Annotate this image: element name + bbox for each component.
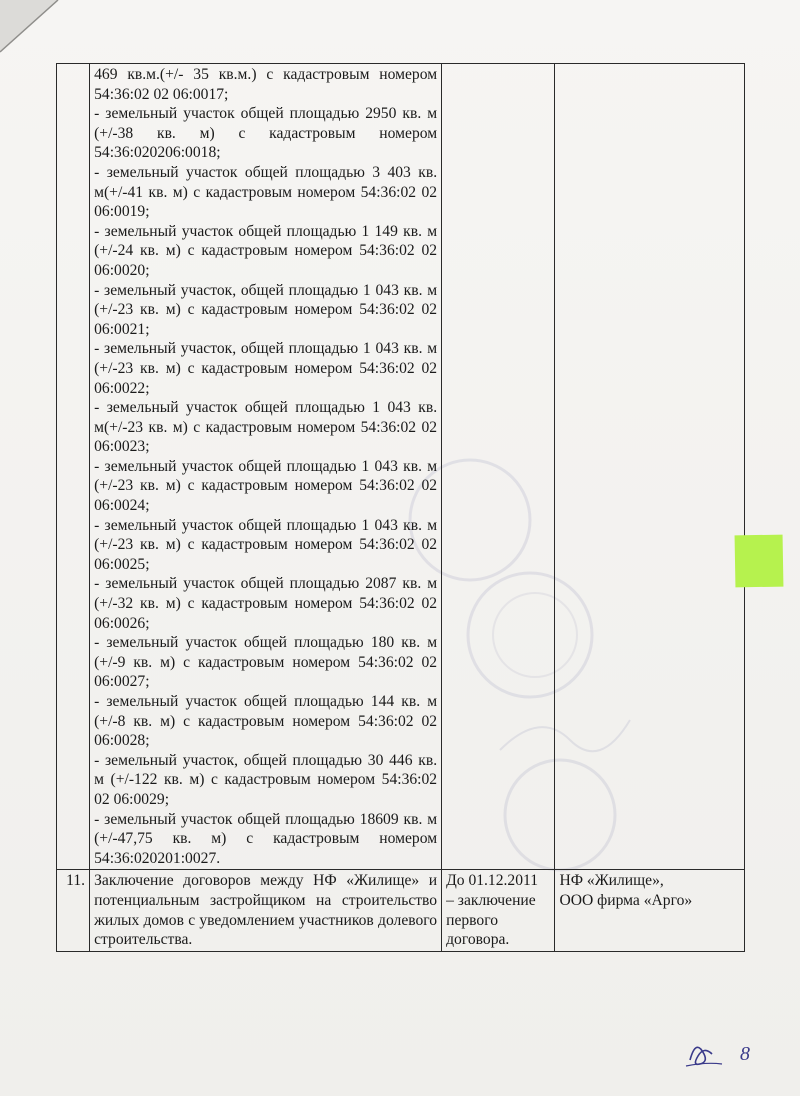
row-number: 11.	[57, 870, 90, 951]
list-item: - земельный участок, общей площадью 1 043 кв. м (+/-23 кв. м) с кадастровым номером 54:36:02 02 06:0021;	[94, 281, 438, 338]
list-item: - земельный участок общей площадью 1 149 кв. м (+/-24 кв. м) с кадастровым номером 54:36:02 02 06:0020;	[94, 222, 438, 279]
list-item: - земельный участок общей площадью 18609 кв. м (+/-47,75 кв. м) с кадастровым номером 54:36:020201:0027.	[94, 810, 438, 867]
list-item: 469 кв.м.(+/- 35 кв.м.) с кадастровым номером 54:36:02 02 06:0017;	[94, 66, 438, 103]
handwritten-page-mark	[680, 1030, 760, 1075]
deadline-line: – заключение	[446, 891, 536, 909]
list-item: - земельный участок общей площадью 1 043 кв. м(+/-23 кв. м) с кадастровым номером 54:36:02 02 06:0023;	[94, 399, 438, 456]
responsible-line: НФ «Жилище»,	[559, 872, 664, 890]
responsible-line: ООО фирма «Арго»	[559, 891, 693, 909]
list-item: - земельный участок, общей площадью 30 446 кв. м (+/-122 кв. м) с кадастровым номером 54:36:02 02 06:0029;	[94, 751, 438, 808]
list-item: - земельный участок общей площадью 144 кв. м (+/-8 кв. м) с кадастровым номером 54:36:02 02 06:0028;	[94, 693, 438, 750]
deadline-line: договора.	[446, 931, 510, 949]
document-table	[56, 63, 745, 952]
row-responsible	[555, 870, 745, 951]
list-item: - земельный участок общей площадью 1 043 кв. м (+/-23 кв. м) с кадастровым номером 54:36:02 02 06:0025;	[94, 516, 438, 573]
list-item: - земельный участок общей площадью 180 кв. м (+/-9 кв. м) с кадастровым номером 54:36:02 02 06:0027;	[94, 634, 438, 691]
table-row-continuation	[57, 64, 745, 870]
folded-corner	[0, 0, 80, 70]
list-item: - земельный участок общей площадью 2087 кв. м (+/-32 кв. м) с кадастровым номером 54:36:02 02 06:0026;	[94, 575, 438, 632]
responsible-cell-empty	[555, 64, 745, 870]
deadline-cell-empty	[442, 64, 555, 870]
row-deadline	[442, 870, 555, 951]
list-item: - земельный участок, общей площадью 1 043 кв. м (+/-23 кв. м) с кадастровым номером 54:36:02 02 06:0022;	[94, 340, 438, 397]
page-number: 8	[740, 1043, 750, 1065]
deadline-line: До 01.12.2011	[446, 872, 539, 890]
list-item: - земельный участок общей площадью 2950 кв. м (+/-38 кв. м) с кадастровым номером 54:36:020206:0018;	[94, 105, 438, 162]
list-item: - земельный участок общей площадью 1 043 кв. м (+/-23 кв. м) с кадастровым номером 54:36:02 02 06:0024;	[94, 457, 438, 515]
row-number	[57, 64, 90, 870]
table-row-11	[57, 870, 745, 951]
deadline-line: первого	[446, 911, 499, 929]
row-description: Заключение договоров между НФ «Жилище» и потенциальным застройщиком на строительство жилых домов с уведомлением участников долевого строительства.	[90, 870, 442, 951]
list-item: - земельный участок общей площадью 3 403 кв. м(+/-41 кв. м) с кадастровым номером 54:36:02 02 06:0019;	[94, 163, 438, 221]
sticky-note-tab	[735, 535, 784, 588]
land-plots-list	[90, 64, 442, 870]
